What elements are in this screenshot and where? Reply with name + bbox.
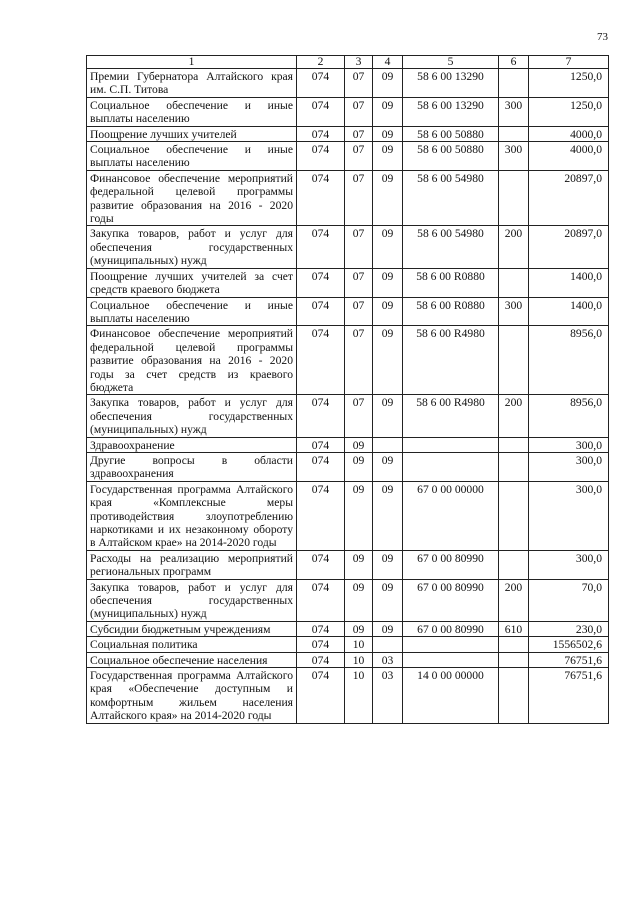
item-name: Поощрение лучших учителей за счет средств краевого бюджета xyxy=(87,268,297,297)
subsection-code: 09 xyxy=(373,621,403,636)
subsection-code xyxy=(373,437,403,452)
section-code: 09 xyxy=(345,579,373,621)
amount: 300,0 xyxy=(529,452,609,481)
admin-code: 074 xyxy=(297,97,345,126)
target-article-code: 58 6 00 13290 xyxy=(403,97,499,126)
item-name: Поощрение лучших учителей xyxy=(87,126,297,141)
item-name: Финансовое обеспечение мероприятий федеральной целевой программы развитие образования на 2016 - 2020 годы xyxy=(87,170,297,226)
target-article-code: 58 6 00 54980 xyxy=(403,170,499,226)
section-code: 09 xyxy=(345,481,373,550)
table-row xyxy=(87,452,609,481)
expense-type-code xyxy=(499,126,529,141)
amount: 1250,0 xyxy=(529,69,609,98)
page-number: 73 xyxy=(597,31,608,43)
admin-code: 074 xyxy=(297,326,345,395)
subsection-code: 09 xyxy=(373,170,403,226)
amount: 76751,6 xyxy=(529,652,609,667)
subsection-code: 03 xyxy=(373,668,403,724)
expense-type-code xyxy=(499,481,529,550)
admin-code: 074 xyxy=(297,69,345,98)
expense-type-code: 300 xyxy=(499,142,529,171)
target-article-code: 58 6 00 R0880 xyxy=(403,268,499,297)
expense-type-code xyxy=(499,268,529,297)
table-row xyxy=(87,621,609,636)
admin-code: 074 xyxy=(297,126,345,141)
table-row xyxy=(87,395,609,437)
table-row xyxy=(87,668,609,724)
section-code: 09 xyxy=(345,437,373,452)
column-number: 2 xyxy=(297,56,345,69)
section-code: 09 xyxy=(345,621,373,636)
amount: 1400,0 xyxy=(529,297,609,326)
target-article-code: 58 6 00 R0880 xyxy=(403,297,499,326)
section-code: 07 xyxy=(345,126,373,141)
amount: 4000,0 xyxy=(529,142,609,171)
target-article-code: 58 6 00 R4980 xyxy=(403,395,499,437)
item-name: Премии Губернатора Алтайского края им. С.П. Титова xyxy=(87,69,297,98)
target-article-code: 58 6 00 54980 xyxy=(403,226,499,268)
admin-code: 074 xyxy=(297,297,345,326)
amount: 8956,0 xyxy=(529,395,609,437)
subsection-code: 09 xyxy=(373,126,403,141)
item-name: Закупка товаров, работ и услуг для обеспечения государственных (муниципальных) нужд xyxy=(87,579,297,621)
subsection-code: 09 xyxy=(373,452,403,481)
expense-type-code xyxy=(499,170,529,226)
admin-code: 074 xyxy=(297,621,345,636)
table-body xyxy=(87,69,609,724)
item-name: Здравоохранение xyxy=(87,437,297,452)
subsection-code: 09 xyxy=(373,326,403,395)
amount: 8956,0 xyxy=(529,326,609,395)
item-name: Социальная политика xyxy=(87,637,297,652)
section-code: 07 xyxy=(345,69,373,98)
admin-code: 074 xyxy=(297,481,345,550)
amount: 300,0 xyxy=(529,550,609,579)
item-name: Закупка товаров, работ и услуг для обеспечения государственных (муниципальных) нужд xyxy=(87,226,297,268)
table-row xyxy=(87,637,609,652)
expense-type-code xyxy=(499,452,529,481)
item-name: Социальное обеспечение и иные выплаты населению xyxy=(87,297,297,326)
table-row xyxy=(87,226,609,268)
section-code: 07 xyxy=(345,226,373,268)
section-code: 09 xyxy=(345,550,373,579)
expense-type-code xyxy=(499,652,529,667)
item-name: Финансовое обеспечение мероприятий федеральной целевой программы развитие образования на 2016 - 2020 годы за счет средств из краевого бюджета xyxy=(87,326,297,395)
table-row xyxy=(87,268,609,297)
section-code: 07 xyxy=(345,97,373,126)
amount: 20897,0 xyxy=(529,170,609,226)
admin-code: 074 xyxy=(297,226,345,268)
expense-type-code xyxy=(499,668,529,724)
subsection-code: 03 xyxy=(373,652,403,667)
amount: 20897,0 xyxy=(529,226,609,268)
item-name: Другие вопросы в области здравоохранения xyxy=(87,452,297,481)
expense-type-code: 300 xyxy=(499,297,529,326)
admin-code: 074 xyxy=(297,652,345,667)
subsection-code: 09 xyxy=(373,142,403,171)
admin-code: 074 xyxy=(297,579,345,621)
subsection-code: 09 xyxy=(373,226,403,268)
expense-type-code xyxy=(499,326,529,395)
subsection-code: 09 xyxy=(373,297,403,326)
target-article-code: 58 6 00 50880 xyxy=(403,142,499,171)
table-row xyxy=(87,297,609,326)
column-number: 6 xyxy=(499,56,529,69)
item-name: Закупка товаров, работ и услуг для обеспечения государственных (муниципальных) нужд xyxy=(87,395,297,437)
target-article-code: 58 6 00 R4980 xyxy=(403,326,499,395)
section-code: 10 xyxy=(345,668,373,724)
admin-code: 074 xyxy=(297,170,345,226)
expense-type-code: 200 xyxy=(499,395,529,437)
expense-type-code xyxy=(499,550,529,579)
subsection-code: 09 xyxy=(373,550,403,579)
amount: 70,0 xyxy=(529,579,609,621)
table-row xyxy=(87,326,609,395)
table-row xyxy=(87,97,609,126)
table-row xyxy=(87,437,609,452)
admin-code: 074 xyxy=(297,142,345,171)
expense-type-code: 610 xyxy=(499,621,529,636)
target-article-code: 67 0 00 80990 xyxy=(403,550,499,579)
subsection-code: 09 xyxy=(373,268,403,297)
amount: 1400,0 xyxy=(529,268,609,297)
item-name: Социальное обеспечение и иные выплаты населению xyxy=(87,97,297,126)
expense-type-code: 200 xyxy=(499,579,529,621)
item-name: Государственная программа Алтайского края «Комплексные меры противодействия злоупотреблению наркотиками и их незаконному обороту в Алтайском крае» на 2014-2020 годы xyxy=(87,481,297,550)
amount: 4000,0 xyxy=(529,126,609,141)
table-row xyxy=(87,481,609,550)
column-number: 3 xyxy=(345,56,373,69)
table-row xyxy=(87,170,609,226)
budget-table xyxy=(86,55,609,724)
table-row xyxy=(87,126,609,141)
item-name: Социальное обеспечение и иные выплаты населению xyxy=(87,142,297,171)
expense-type-code: 200 xyxy=(499,226,529,268)
subsection-code: 09 xyxy=(373,579,403,621)
table-row xyxy=(87,142,609,171)
target-article-code: 14 0 00 00000 xyxy=(403,668,499,724)
target-article-code xyxy=(403,452,499,481)
table-row xyxy=(87,652,609,667)
amount: 76751,6 xyxy=(529,668,609,724)
amount: 230,0 xyxy=(529,621,609,636)
amount: 300,0 xyxy=(529,437,609,452)
admin-code: 074 xyxy=(297,268,345,297)
target-article-code xyxy=(403,652,499,667)
section-code: 10 xyxy=(345,652,373,667)
item-name: Социальное обеспечение населения xyxy=(87,652,297,667)
subsection-code: 09 xyxy=(373,481,403,550)
table-row xyxy=(87,69,609,98)
target-article-code: 67 0 00 80990 xyxy=(403,621,499,636)
section-code: 07 xyxy=(345,297,373,326)
section-code: 07 xyxy=(345,395,373,437)
target-article-code: 67 0 00 00000 xyxy=(403,481,499,550)
amount: 1250,0 xyxy=(529,97,609,126)
amount: 1556502,6 xyxy=(529,637,609,652)
subsection-code: 09 xyxy=(373,395,403,437)
target-article-code: 58 6 00 50880 xyxy=(403,126,499,141)
column-number-row xyxy=(87,56,609,69)
column-number: 5 xyxy=(403,56,499,69)
column-number: 7 xyxy=(529,56,609,69)
admin-code: 074 xyxy=(297,437,345,452)
section-code: 10 xyxy=(345,637,373,652)
target-article-code xyxy=(403,437,499,452)
subsection-code: 09 xyxy=(373,69,403,98)
section-code: 07 xyxy=(345,170,373,226)
target-article-code: 67 0 00 80990 xyxy=(403,579,499,621)
target-article-code: 58 6 00 13290 xyxy=(403,69,499,98)
expense-type-code xyxy=(499,69,529,98)
column-number: 1 xyxy=(87,56,297,69)
item-name: Государственная программа Алтайского края «Обеспечение доступным и комфортным жильем населения Алтайского края» на 2014-2020 годы xyxy=(87,668,297,724)
amount: 300,0 xyxy=(529,481,609,550)
admin-code: 074 xyxy=(297,395,345,437)
table-row xyxy=(87,579,609,621)
target-article-code xyxy=(403,637,499,652)
section-code: 07 xyxy=(345,268,373,297)
admin-code: 074 xyxy=(297,452,345,481)
admin-code: 074 xyxy=(297,668,345,724)
column-number: 4 xyxy=(373,56,403,69)
section-code: 09 xyxy=(345,452,373,481)
subsection-code: 09 xyxy=(373,97,403,126)
expense-type-code xyxy=(499,637,529,652)
section-code: 07 xyxy=(345,326,373,395)
expense-type-code: 300 xyxy=(499,97,529,126)
subsection-code xyxy=(373,637,403,652)
table-row xyxy=(87,550,609,579)
admin-code: 074 xyxy=(297,637,345,652)
item-name: Расходы на реализацию мероприятий региональных программ xyxy=(87,550,297,579)
expense-type-code xyxy=(499,437,529,452)
admin-code: 074 xyxy=(297,550,345,579)
section-code: 07 xyxy=(345,142,373,171)
item-name: Субсидии бюджетным учреждениям xyxy=(87,621,297,636)
